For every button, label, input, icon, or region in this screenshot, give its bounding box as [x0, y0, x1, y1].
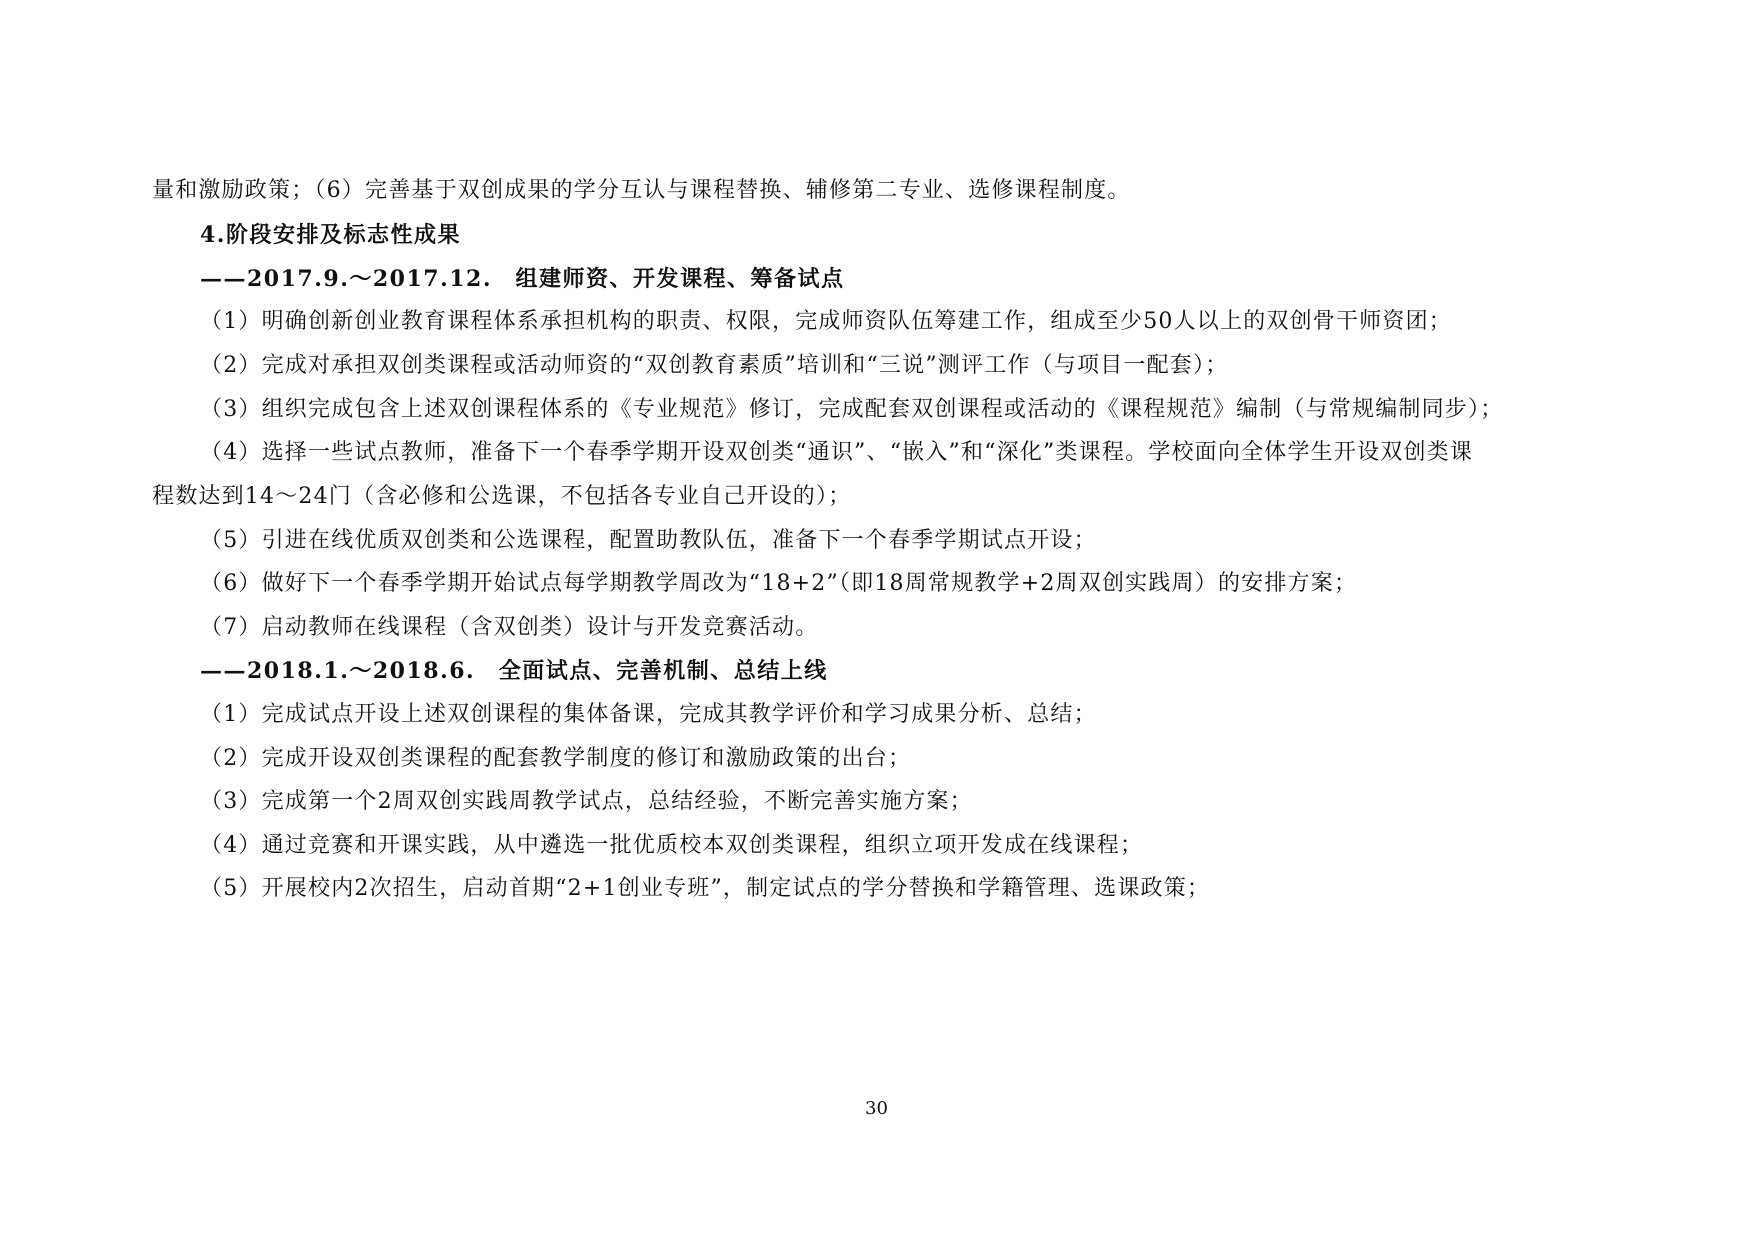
list-item: （1）完成试点开设上述双创课程的集体备课，完成其教学评价和学习成果分析、总结；: [200, 702, 1097, 727]
paragraph-continuation: 量和激励政策；（6）完善基于双创成果的学分互认与课程替换、辅修第二专业、选修课程制度。: [152, 178, 1131, 203]
list-item: （4）选择一些试点教师，准备下一个春季学期开设双创类“通识”、“嵌入”和“深化”类课程。学校面向全体学生开设双创类课: [200, 440, 1474, 465]
list-item: （4）通过竞赛和开课实践，从中遴选一批优质校本双创类课程，组织立项开发成在线课程；: [200, 833, 1144, 858]
list-item: （3）组织完成包含上述双创课程体系的《专业规范》修订，完成配套双创课程或活动的《课程规范》编制（与常规编制同步）；: [200, 397, 1504, 422]
page-number: 30: [865, 1098, 888, 1119]
list-item-continuation: 程数达到14～24门（含必修和公选课，不包括各专业自己开设的）；: [152, 484, 852, 509]
list-item: （3）完成第一个2周双创实践周教学试点，总结经验，不断完善实施方案；: [200, 789, 973, 814]
list-item: （7）启动教师在线课程（含双创类）设计与开发竞赛活动。: [200, 615, 819, 640]
list-item: （2）完成开设双创类课程的配套教学制度的修订和激励政策的出台；: [200, 746, 912, 771]
list-item: （5）引进在线优质双创类和公选课程，配置助教队伍，准备下一个春季学期试点开设；: [200, 528, 1097, 553]
list-item: （6）做好下一个春季学期开始试点每学期教学周改为“18+2”（即18周常规教学+2周双创实践周）的安排方案；: [200, 571, 1358, 596]
stage-heading-1: ——2017.9.～2017.12. 组建师资、开发课程、筹备试点: [200, 266, 845, 292]
stage-heading-2: ——2018.1.～2018.6. 全面试点、完善机制、总结上线: [200, 658, 828, 684]
list-item: （5）开展校内2次招生，启动首期“2+1创业专班”，制定试点的学分替换和学籍管理、选课政策；: [200, 876, 1211, 901]
list-item: （1）明确创新创业教育课程体系承担机构的职责、权限，完成师资队伍筹建工作，组成至少50人以上的双创骨干师资团；: [200, 309, 1452, 334]
list-item: （2）完成对承担双创类课程或活动师资的“双创教育素质”培训和“三说”测评工作（与项目一配套）；: [200, 353, 1229, 378]
section-heading: 4.阶段安排及标志性成果: [200, 222, 461, 248]
